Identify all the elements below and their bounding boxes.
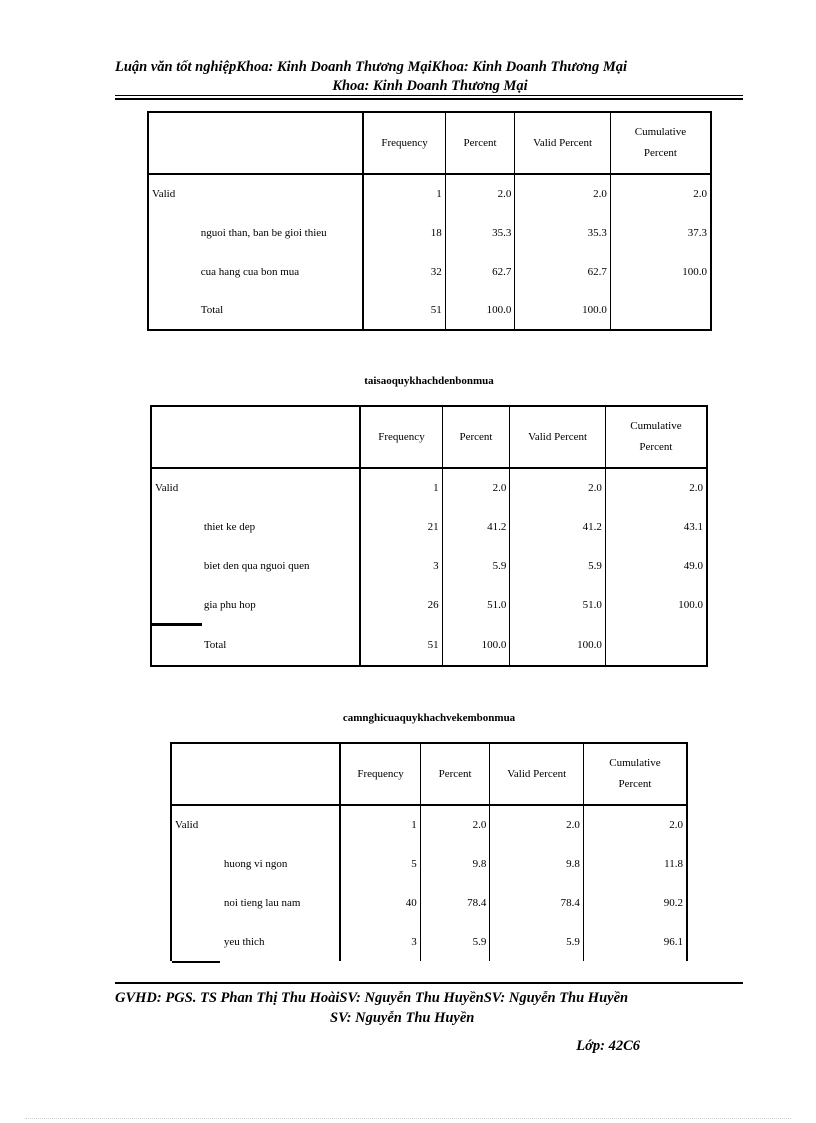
col-cumulative-line1: Cumulative (634, 126, 687, 138)
cell-cumulative: 96.1 (583, 922, 687, 961)
row-label (221, 805, 341, 844)
cell-valid-percent: 2.0 (515, 174, 610, 213)
col-percent: Percent (442, 406, 510, 468)
footer-line-1: GVHD: PGS. TS Phan Thị Thu HoàiSV: Nguyễn Thu HuyềnSV: Nguyễn Thu Huyền (115, 990, 629, 1006)
cell-percent: 51.0 (442, 585, 510, 624)
table-row (151, 507, 707, 546)
cell-cumulative: 100.0 (610, 252, 711, 291)
col-cumulative (610, 112, 711, 174)
table-header-row (171, 743, 687, 805)
cell-percent: 100.0 (442, 624, 510, 666)
table-title: camnghicuaquykhachvekembonmua (342, 712, 516, 724)
cell-frequency: 51 (360, 624, 442, 666)
cell-frequency: 1 (360, 468, 442, 507)
cell-frequency: 40 (340, 883, 420, 922)
cell-cumulative: 2.0 (583, 805, 687, 844)
row-label: biet den qua nguoi quen (203, 559, 310, 572)
col-cumulative-line2: Percent (639, 441, 673, 453)
cell-frequency: 18 (363, 213, 445, 252)
cell-frequency: 5 (340, 844, 420, 883)
col-percent: Percent (445, 112, 515, 174)
row-label: cua hang cua bon mua (200, 265, 300, 278)
col-cumulative-line1: Cumulative (609, 757, 661, 769)
cell-frequency: 3 (360, 546, 442, 585)
col-frequency: Frequency (340, 743, 420, 805)
row-label (201, 468, 361, 507)
cell-valid-percent: 51.0 (510, 585, 605, 624)
header-rule-thick (115, 98, 743, 100)
row-label: gia phu hop (203, 598, 256, 611)
col-percent: Percent (420, 743, 490, 805)
cell-valid-percent: 2.0 (510, 468, 605, 507)
table-row (171, 805, 687, 844)
table-row-total (151, 624, 707, 666)
cell-cumulative: 11.8 (583, 844, 687, 883)
row-group-label: Valid (175, 819, 199, 831)
table-cut-mark (172, 961, 220, 963)
cell-cumulative: 90.2 (583, 883, 687, 922)
cell-cumulative: 100.0 (605, 585, 707, 624)
table-cut-mark (152, 623, 202, 626)
cell-percent: 2.0 (442, 468, 510, 507)
row-label: huong vi ngon (223, 857, 288, 870)
header-rule-thin (115, 95, 743, 96)
table-row (171, 922, 687, 961)
cell-frequency: 21 (360, 507, 442, 546)
cell-frequency: 51 (363, 291, 445, 330)
cell-cumulative: 2.0 (605, 468, 707, 507)
cell-valid-percent: 5.9 (490, 922, 583, 961)
page-footer (115, 988, 745, 1056)
col-cumulative-line2: Percent (643, 147, 677, 159)
cell-percent: 62.7 (445, 252, 515, 291)
row-label: yeu thich (223, 935, 265, 948)
cell-percent: 100.0 (445, 291, 515, 330)
row-label: nguoi than, ban be gioi thieu (200, 226, 327, 239)
footer-rule (115, 982, 743, 984)
row-label: Total (200, 304, 224, 316)
cell-valid-percent: 78.4 (490, 883, 583, 922)
cell-frequency: 1 (340, 805, 420, 844)
table-row (151, 585, 707, 624)
row-label: Total (203, 638, 227, 651)
cell-valid-percent: 9.8 (490, 844, 583, 883)
cell-percent: 9.8 (420, 844, 490, 883)
cell-cumulative (605, 624, 707, 666)
row-group-label: Valid (152, 188, 176, 200)
cell-percent: 35.3 (445, 213, 515, 252)
table-header-row (148, 112, 711, 174)
cell-cumulative: 2.0 (610, 174, 711, 213)
cell-percent: 78.4 (420, 883, 490, 922)
col-valid-percent: Valid Percent (510, 406, 605, 468)
table-row (151, 546, 707, 585)
cell-valid-percent: 41.2 (510, 507, 605, 546)
table-row (171, 883, 687, 922)
table-title: taisaoquykhachdenbonmua (364, 375, 494, 387)
cell-valid-percent: 2.0 (490, 805, 583, 844)
cell-frequency: 3 (340, 922, 420, 961)
row-label (198, 174, 364, 213)
page-header (115, 58, 745, 96)
col-cumulative-line1: Cumulative (630, 420, 682, 432)
col-frequency: Frequency (360, 406, 442, 468)
col-valid-percent: Valid Percent (490, 743, 583, 805)
table-header-row (151, 406, 707, 468)
row-group-label: Valid (155, 482, 179, 494)
cell-percent: 41.2 (442, 507, 510, 546)
cell-cumulative: 37.3 (610, 213, 711, 252)
footer-class-label: Lớp: 42C6 (576, 1038, 640, 1054)
header-line-2: Khoa: Kinh Doanh Thương Mại (332, 78, 528, 94)
cell-percent: 2.0 (420, 805, 490, 844)
row-label: noi tieng lau nam (223, 896, 301, 909)
col-cumulative (605, 406, 707, 468)
frequency-table-source (147, 111, 712, 331)
col-cumulative (583, 743, 687, 805)
col-frequency: Frequency (363, 112, 445, 174)
cell-percent: 2.0 (445, 174, 515, 213)
header-line-1: Luận văn tốt nghiệpKhoa: Kinh Doanh Thương MạiKhoa: Kinh Doanh Thương Mại (115, 59, 627, 75)
cell-valid-percent: 5.9 (510, 546, 605, 585)
table-row (148, 213, 711, 252)
col-valid-percent: Valid Percent (515, 112, 610, 174)
cell-valid-percent: 62.7 (515, 252, 610, 291)
table-row (151, 468, 707, 507)
page-edge-dotted-rule (25, 1118, 791, 1119)
row-label: thiet ke dep (203, 520, 256, 533)
cell-valid-percent: 100.0 (510, 624, 605, 666)
table-row (148, 174, 711, 213)
cell-frequency: 32 (363, 252, 445, 291)
frequency-table-reason (150, 405, 708, 667)
frequency-table-opinion (170, 742, 688, 961)
cell-percent: 5.9 (442, 546, 510, 585)
cell-valid-percent: 100.0 (515, 291, 610, 330)
col-cumulative-line2: Percent (618, 778, 652, 790)
cell-frequency: 26 (360, 585, 442, 624)
table-row (171, 844, 687, 883)
cell-percent: 5.9 (420, 922, 490, 961)
cell-frequency: 1 (363, 174, 445, 213)
table-row (148, 252, 711, 291)
cell-cumulative: 49.0 (605, 546, 707, 585)
cell-cumulative (610, 291, 711, 330)
cell-valid-percent: 35.3 (515, 213, 610, 252)
cell-cumulative: 43.1 (605, 507, 707, 546)
footer-line-2: SV: Nguyễn Thu Huyền (330, 1010, 475, 1026)
table-row-total (148, 291, 711, 330)
